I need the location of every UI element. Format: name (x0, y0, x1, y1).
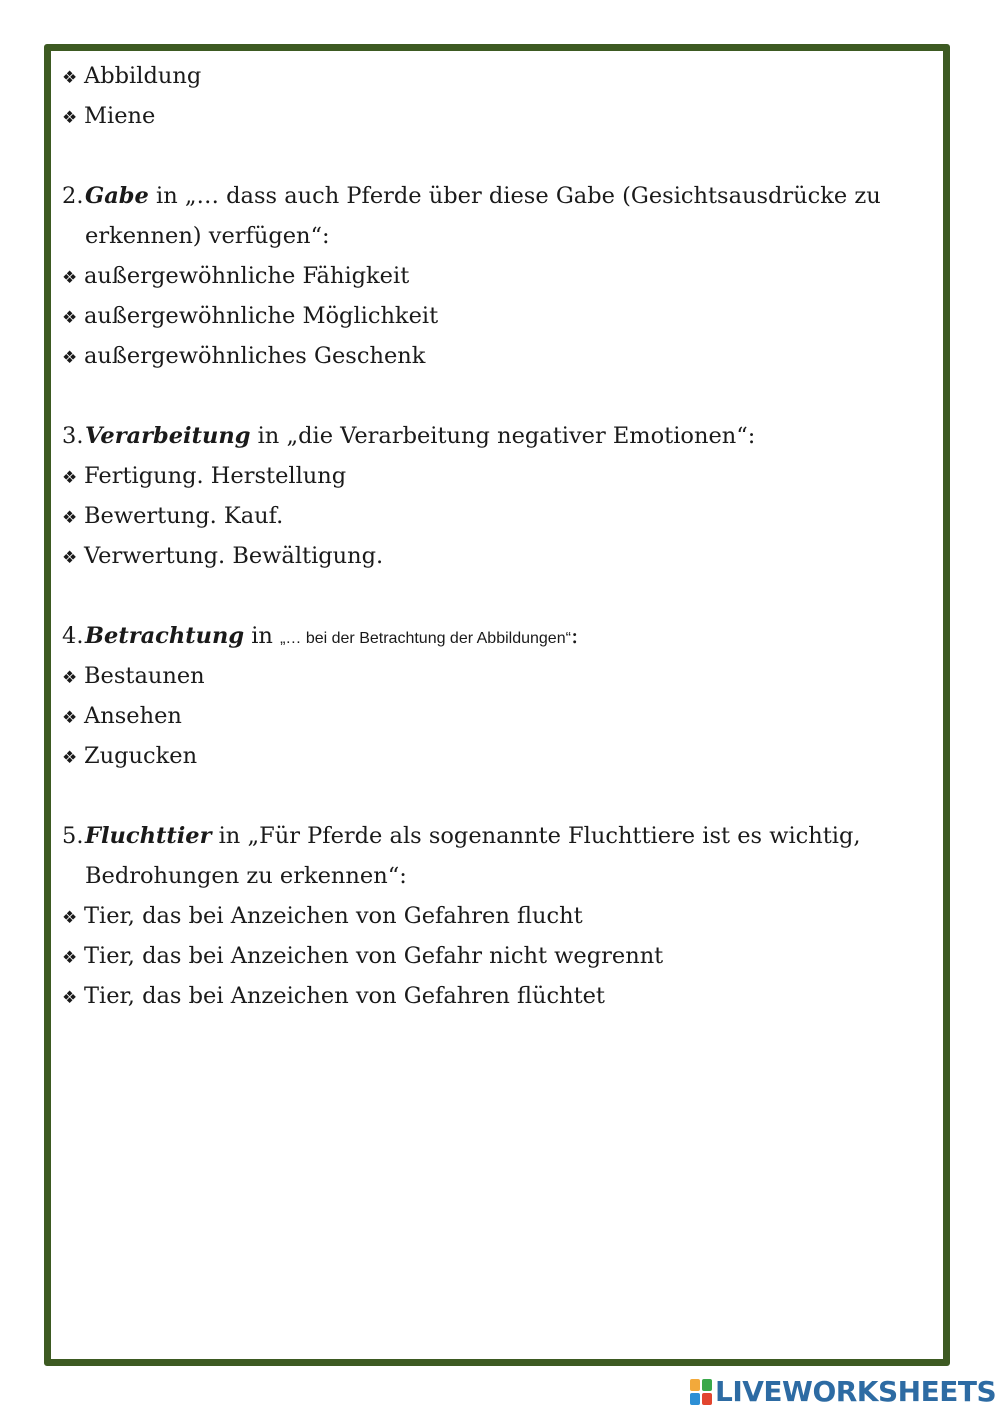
bullet-icon: ❖ (62, 308, 78, 328)
logo-square-2 (702, 1379, 712, 1391)
liveworksheets-logo-icon (690, 1379, 712, 1405)
logo-square-3 (690, 1393, 700, 1405)
question-quote: „Für Pferde als sogenannte Fluchttiere ist es wichtig, (247, 823, 861, 849)
bullet-icon: ❖ (62, 468, 78, 488)
bullet-icon: ❖ (62, 908, 78, 928)
option-q4-2[interactable]: ❖ Ansehen (62, 696, 922, 736)
question-quote: „… bei der Betrachtung der Abbildungen“ (280, 630, 571, 647)
question-number: 4. (62, 623, 84, 649)
question-number: 2. (62, 183, 84, 209)
liveworksheets-brand[interactable] (690, 1372, 996, 1412)
option-q2-3[interactable]: ❖ außergewöhnliches Geschenk (62, 336, 922, 376)
question-5-prompt: 5.Fluchttier in „Für Pferde als sogenannte Fluchttiere ist es wichtig, (62, 816, 922, 856)
bullet-icon: ❖ (62, 668, 78, 688)
option-q5-1[interactable]: ❖ Tier, das bei Anzeichen von Gefahren flucht (62, 896, 922, 936)
question-keyword: Betrachtung (85, 623, 245, 649)
option-q1-1[interactable]: ❖ Abbildung (62, 56, 922, 96)
option-q2-1[interactable]: ❖ außergewöhnliche Fähigkeit (62, 256, 922, 296)
option-q3-3[interactable]: ❖ Verwertung. Bewältigung. (62, 536, 922, 576)
option-q5-2[interactable]: ❖ Tier, das bei Anzeichen von Gefahr nicht wegrennt (62, 936, 922, 976)
question-keyword: Gabe (85, 183, 149, 209)
bullet-icon: ❖ (62, 948, 78, 968)
question-quote: „… dass auch Pferde über diese Gabe (Gesichtsausdrücke zu (184, 183, 881, 209)
brand-name: LIVEWORKSHEETS (715, 1375, 997, 1408)
bullet-icon: ❖ (62, 68, 78, 88)
option-q4-1[interactable]: ❖ Bestaunen (62, 656, 922, 696)
option-q3-2[interactable]: ❖ Bewertung. Kauf. (62, 496, 922, 536)
option-q4-3[interactable]: ❖ Zugucken (62, 736, 922, 776)
question-number: 3. (62, 423, 84, 449)
bullet-icon: ❖ (62, 108, 78, 128)
option-q5-3[interactable]: ❖ Tier, das bei Anzeichen von Gefahren flüchtet (62, 976, 922, 1016)
question-2-prompt: 2.Gabe in „… dass auch Pferde über diese Gabe (Gesichtsausdrücke zu (62, 176, 922, 216)
question-keyword: Fluchttier (85, 823, 212, 849)
question-3-prompt: 3.Verarbeitung in „die Verarbeitung negativer Emotionen“: (62, 416, 922, 456)
question-quote: „die Verarbeitung negativer Emotionen“: (286, 423, 756, 449)
question-2-prompt-cont: erkennen) verfügen“: (85, 223, 330, 249)
worksheet-content (62, 56, 922, 1016)
question-4-prompt: 4.Betrachtung in „… bei der Betrachtung der Abbildungen“: (62, 616, 922, 656)
logo-square-4 (702, 1393, 712, 1405)
option-q1-2[interactable]: ❖ Miene (62, 96, 922, 136)
bullet-icon: ❖ (62, 748, 78, 768)
option-q3-1[interactable]: ❖ Fertigung. Herstellung (62, 456, 922, 496)
bullet-icon: ❖ (62, 348, 78, 368)
question-keyword: Verarbeitung (85, 423, 251, 449)
question-number: 5. (62, 823, 84, 849)
question-5-prompt-cont: Bedrohungen zu erkennen“: (85, 863, 407, 889)
logo-square-1 (690, 1379, 700, 1391)
bullet-icon: ❖ (62, 708, 78, 728)
bullet-icon: ❖ (62, 548, 78, 568)
bullet-icon: ❖ (62, 988, 78, 1008)
bullet-icon: ❖ (62, 508, 78, 528)
option-q2-2[interactable]: ❖ außergewöhnliche Möglichkeit (62, 296, 922, 336)
bullet-icon: ❖ (62, 268, 78, 288)
